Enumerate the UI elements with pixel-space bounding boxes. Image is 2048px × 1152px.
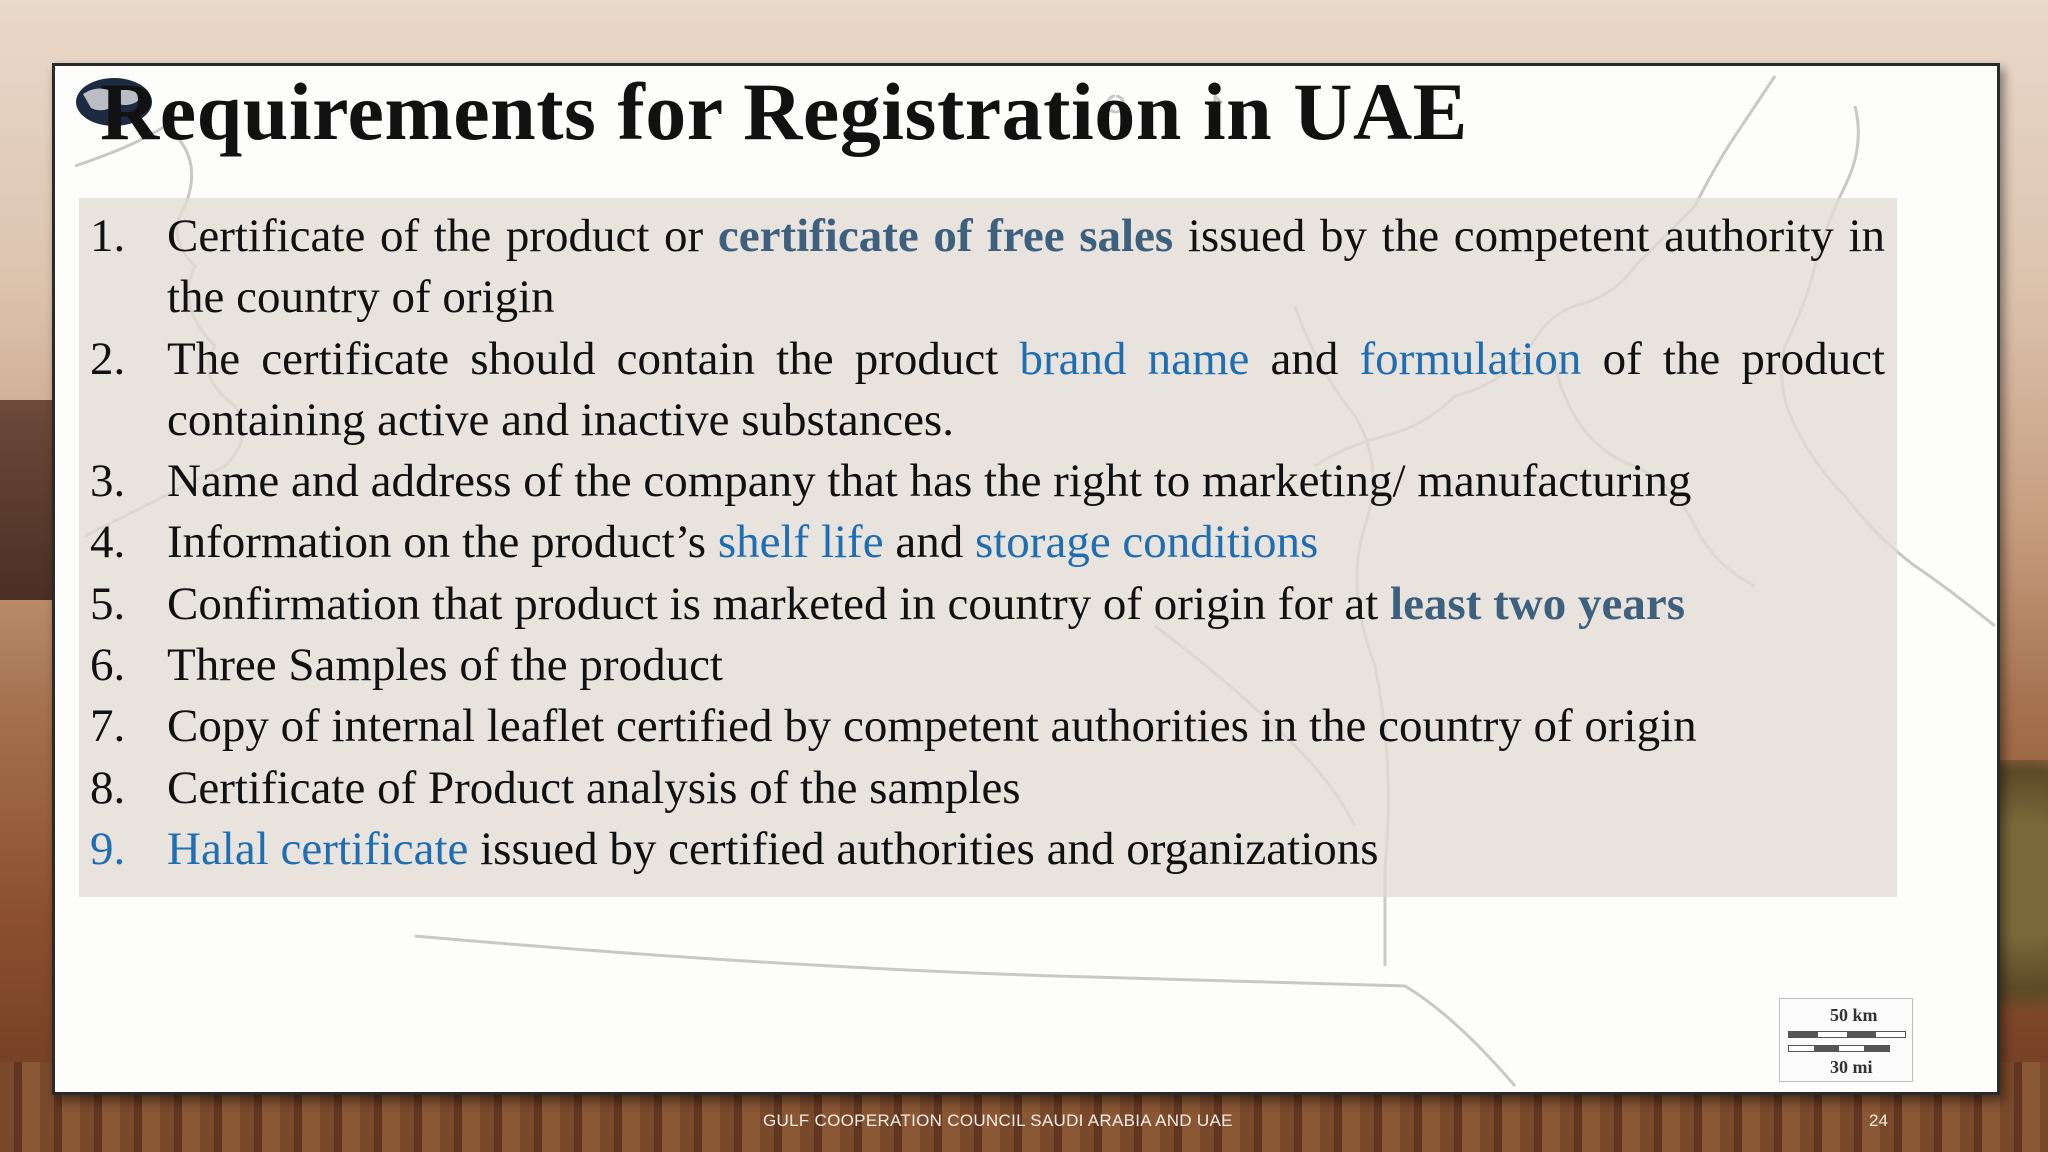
- list-item: [90, 819, 1885, 880]
- list-item-number: 7.: [90, 700, 126, 753]
- list-item-text: Name and address of the company that has the right to marketing/ manufacturing: [167, 455, 1692, 508]
- list-item-text: Certificate of Product analysis of the samples: [167, 761, 1021, 814]
- scale-km-label: 50 km: [1830, 1005, 1878, 1025]
- highlighted-term: brand name: [1019, 332, 1250, 385]
- list-item-text: and: [1249, 332, 1360, 385]
- background-rock: [0, 400, 60, 600]
- list-item-text: Three Samples of the product: [167, 639, 723, 692]
- highlighted-term: storage conditions: [974, 516, 1319, 569]
- list-item-text: of the product containing active and inactive substances.: [167, 332, 1885, 446]
- list-item-text: and: [883, 516, 975, 569]
- list-item-number: 8.: [90, 761, 126, 814]
- list-item-number: 9.: [90, 822, 126, 875]
- list-item: [90, 512, 1885, 573]
- list-item-text: The certificate should contain the product: [167, 332, 1020, 385]
- requirements-list: [90, 206, 1885, 880]
- list-item-number: 6.: [90, 639, 126, 692]
- page-number: 24: [1869, 1111, 1888, 1130]
- list-item-number: 4.: [90, 516, 126, 569]
- slide-title: Requirements for Registration in UAE: [100, 66, 1468, 157]
- list-item: [90, 635, 1885, 696]
- list-item: [90, 574, 1885, 635]
- list-item-text: Copy of internal leaflet certified by competent authorities in the country of origin: [167, 700, 1697, 753]
- footer-text: GULF COOPERATION COUNCIL SAUDI ARABIA AND UAE: [763, 1111, 1233, 1130]
- map-scale-bar: [1779, 998, 1913, 1082]
- highlighted-term: certificate of free sales: [717, 210, 1174, 262]
- list-item-number: 2.: [90, 332, 126, 385]
- highlighted-term: Halal certificate: [167, 822, 469, 875]
- list-item: [90, 451, 1885, 512]
- list-item-text: Information on the product’s: [167, 516, 718, 569]
- list-item-text: Certificate of the product or: [167, 210, 718, 262]
- scale-bar-km: [1788, 1031, 1906, 1038]
- highlighted-term: formulation: [1359, 332, 1582, 385]
- list-item-number: 1.: [90, 210, 126, 262]
- list-item: [90, 329, 1885, 452]
- list-item: [90, 696, 1885, 757]
- list-item-text: Confirmation that product is marketed in country of origin for at: [167, 577, 1391, 630]
- list-item-text: issued by the competent authority in the country of origin: [167, 210, 1886, 324]
- highlighted-term: shelf life: [717, 516, 884, 569]
- list-item: [90, 206, 1885, 329]
- background-bush: [1998, 760, 2048, 1060]
- list-item: [90, 758, 1885, 819]
- highlighted-term: least two years: [1390, 577, 1685, 630]
- list-item-number: 5.: [90, 577, 126, 630]
- scale-bar-mi: [1788, 1045, 1890, 1052]
- scale-mi-label: 30 mi: [1830, 1057, 1873, 1077]
- list-item-number: 3.: [90, 455, 126, 508]
- list-item-text: issued by certified authorities and organizations: [468, 822, 1379, 875]
